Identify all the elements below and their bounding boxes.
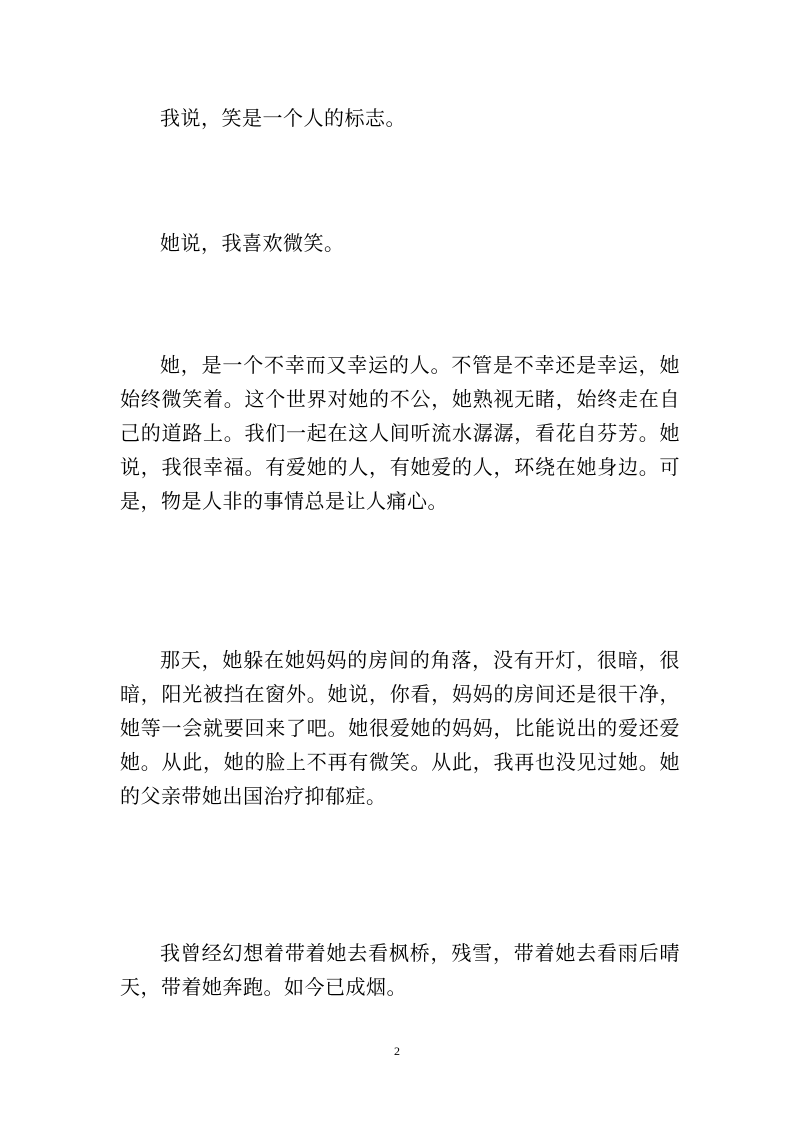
- paragraph-4: 那天，她躲在她妈妈的房间的角落，没有开灯，很暗，很暗，阳光被挡在窗外。她说，你看，妈妈的房间还是很干净，她等一会就要回来了吧。她很爱她的妈妈，比能说出的爱还爱她。从此，她的脸上不再有微笑。从此，我再也没见过她。她的父亲带她出国治疗抑郁症。: [120, 648, 680, 808]
- paragraph-1: 我说，笑是一个人的标志。: [160, 106, 406, 130]
- paragraph-3: 她，是一个不幸而又幸运的人。不管是不幸还是幸运，她始终微笑着。这个世界对她的不公，她熟视无睹，始终走在自己的道路上。我们一起在这人间听流水潺潺，看花自芬芳。她说，我很幸福。有爱她的人，有她爱的人，环绕在她身边。可是，物是人非的事情总是让人痛心。: [120, 353, 680, 513]
- page-number: 2: [394, 1044, 400, 1058]
- paragraph-2: 她说，我喜欢微笑。: [160, 231, 345, 255]
- paragraph-5: 我曾经幻想着带着她去看枫桥，残雪，带着她去看雨后晴天，带着她奔跑。如今已成烟。: [120, 941, 680, 999]
